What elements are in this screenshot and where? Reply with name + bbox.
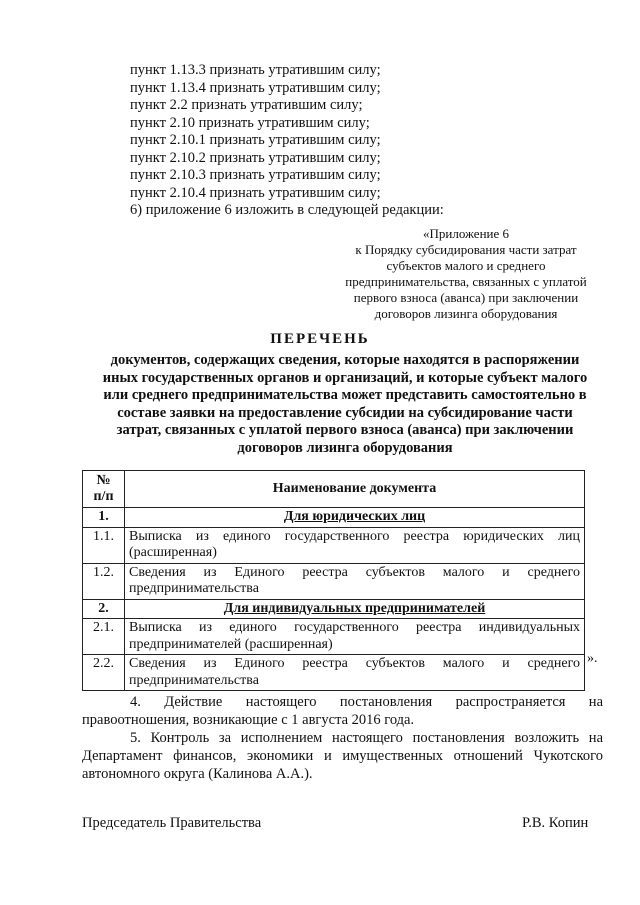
row-text-line: Выписка из единого государственного реестра индивидуальных [129, 620, 580, 635]
paragraph-text: Контроль за исполнением настоящего постановления возложить на Департамент финансов, экономики и имущественных отношений Чукотского автономного округа (Калинова А.А.). [82, 730, 603, 782]
row-text [125, 619, 585, 655]
group-label: Для юридических лиц [283, 509, 426, 524]
subtitle-line: составе заявки на предоставление субсидии на субсидирование части [117, 404, 573, 421]
annex-line: предпринимательства, связанных с уплатой [345, 274, 587, 289]
table-row [83, 619, 585, 655]
paragraph-number: 5. [130, 730, 141, 746]
row-text-line: Сведения из Единого реестра субъектов малого и среднего [129, 564, 580, 580]
header-num-line: № [96, 473, 111, 488]
row-num: 2.1. [83, 619, 125, 655]
row-text-line: (расширенная) [129, 545, 217, 560]
annex-line: к Порядку субсидирования части затрат [355, 242, 577, 257]
annex-header [330, 226, 602, 322]
list-item: пункт 2.10.1 признать утратившим силу; [130, 132, 381, 148]
list-item: пункт 1.13.4 признать утратившим силу; [130, 79, 381, 96]
group-label-cell [125, 599, 585, 619]
closing-quote: ». [587, 651, 598, 666]
paragraph-number: 4. [130, 694, 141, 710]
table-row [83, 527, 585, 563]
subtitle-line: иных государственных органов и организаций, и которые субъект малого [102, 369, 588, 386]
subtitle-line: документов, содержащих сведения, которые находятся в распоряжении [110, 352, 580, 368]
list-item: пункт 1.13.3 признать утратившим силу; [130, 62, 381, 78]
annex-line: договоров лизинга оборудования [374, 306, 558, 321]
list-item: пункт 2.10 признать утратившим силу; [130, 114, 370, 131]
annex-line: субъектов малого и среднего [386, 258, 546, 273]
signature-position: Председатель Правительства [82, 815, 262, 831]
subtitle-line: договоров лизинга оборудования [237, 439, 453, 456]
list-item: пункт 2.10.2 признать утратившим силу; [130, 149, 381, 166]
table-row [83, 655, 585, 691]
row-text [125, 527, 585, 563]
header-num-cell [83, 471, 125, 508]
subtitle-line: или среднего предпринимательства может представить самостоятельно в [103, 387, 587, 403]
table-group-row [83, 508, 585, 528]
group-label-cell [125, 508, 585, 528]
list-item: пункт 2.10.4 признать утратившим силу; [130, 184, 381, 201]
paragraph-text: Действие настоящего постановления распространяется на правоотношения, возникающие с 1 августа 2016 года. [82, 694, 603, 728]
annex-line: первого взноса (аванса) при заключении [353, 290, 579, 305]
group-num: 2. [83, 599, 125, 619]
list-item: пункт 2.2 признать утратившим силу; [130, 97, 363, 113]
list-item: 6) приложение 6 изложить в следующей редакции: [130, 202, 444, 218]
row-text-line: Сведения из Единого реестра субъектов малого и среднего [129, 656, 580, 671]
paragraph-4 [82, 693, 603, 729]
subtitle-line: затрат, связанных с уплатой первого взноса (аванса) при заключении [116, 422, 574, 438]
paragraph-5 [82, 729, 603, 783]
header-name-cell: Наименование документа [125, 471, 585, 508]
amendment-list [130, 62, 444, 220]
header-num-line: п/п [93, 489, 114, 504]
row-num: 1.2. [83, 563, 125, 599]
row-text [125, 563, 585, 599]
row-text-line: предпринимательства [129, 581, 259, 596]
signature-name: Р.В. Копин [522, 815, 589, 831]
row-text [125, 655, 585, 691]
documents-table [82, 470, 585, 691]
row-text-line: Выписка из единого государственного реестра юридических лиц [129, 528, 580, 544]
table-row [83, 563, 585, 599]
table-group-row [83, 599, 585, 619]
row-text-line: предпринимателей (расширенная) [129, 636, 333, 652]
list-item: пункт 2.10.3 признать утратившим силу; [130, 167, 381, 183]
row-num: 1.1. [83, 527, 125, 563]
row-num: 2.2. [83, 655, 125, 691]
annex-line: «Приложение 6 [422, 226, 510, 241]
document-subtitle [86, 352, 604, 457]
document-title: ПЕРЕЧЕНЬ [270, 331, 370, 347]
row-text-line: предпринимательства [129, 672, 259, 688]
group-num: 1. [83, 508, 125, 528]
table-header-row [83, 471, 585, 508]
group-label: Для индивидуальных предпринимателей [223, 600, 486, 616]
